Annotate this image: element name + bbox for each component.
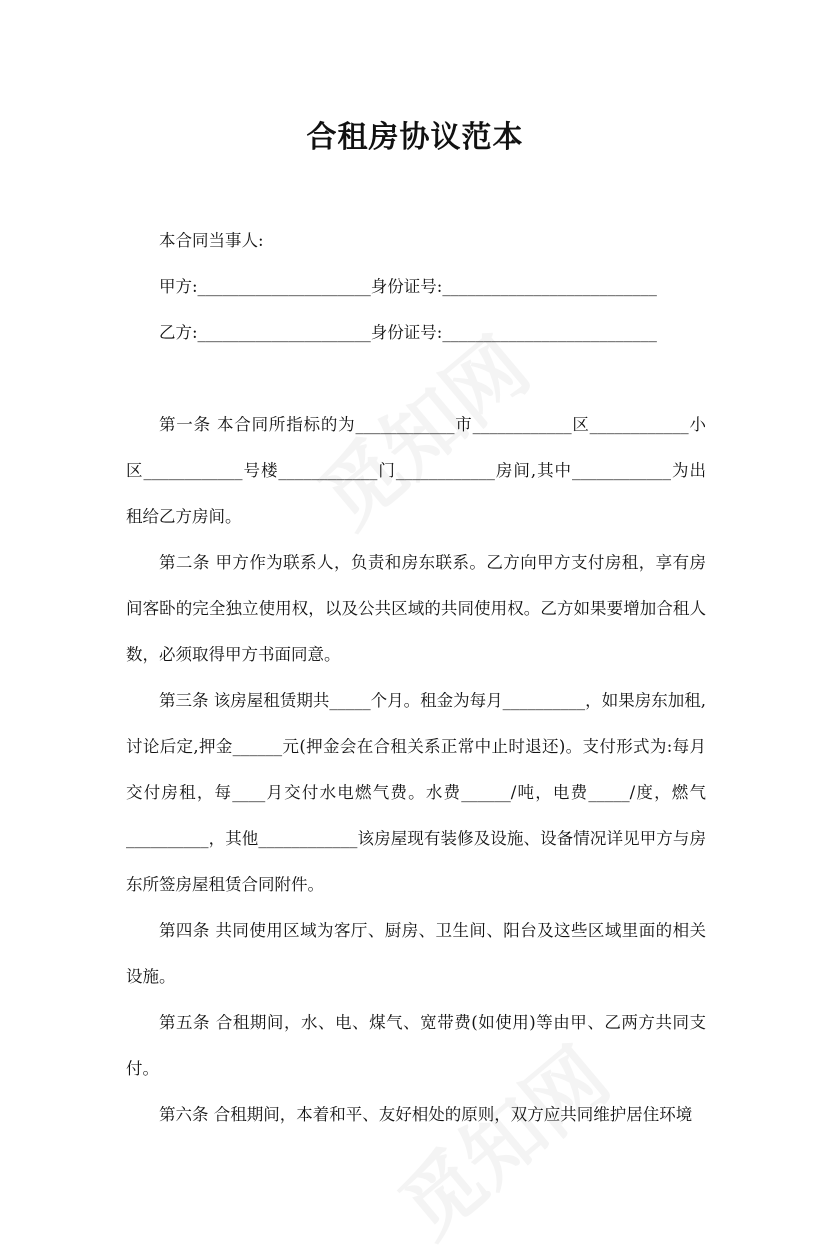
document-title: 合租房协议范本 [306, 120, 524, 155]
article-3: 第三条 该房屋租赁期共_____个月。租金为每月__________，如果房东加租,讨论后定,押金______元(押金会在合租关系正常中止时退还)。支付形式为:每月交付房租，每____月交付水电燃气费。水费______/吨，电费_____/度，燃气__________，其他____________该房屋现有装修及设施、设备情况详见甲方与房东所签房屋租赁合同附件。 [126, 691, 706, 894]
spacer [126, 356, 706, 402]
document-body [126, 218, 706, 1138]
article-6: 第六条 合租期间，本着和平、友好相处的原则，双方应共同维护居住环境 [159, 1105, 693, 1124]
party-a-line: 甲方:_____________________身份证号:__________________________ [159, 277, 657, 296]
party-b-line: 乙方:_____________________身份证号:__________________________ [159, 323, 657, 342]
article-5: 第五条 合租期间，水、电、煤气、宽带费(如使用)等由甲、乙两方共同支付。 [126, 1013, 706, 1078]
parties-intro: 本合同当事人: [159, 231, 264, 250]
article-2: 第二条 甲方作为联系人，负责和房东联系。乙方向甲方支付房租，享有房间客卧的完全独立使用权，以及公共区域的共同使用权。乙方如果要增加合租人数，必须取得甲方书面同意。 [126, 553, 706, 664]
article-1: 第一条 本合同所指标的为____________市____________区____________小区____________号楼____________门____________房间,其中____________为出租给乙方房间。 [126, 415, 706, 526]
article-4: 第四条 共同使用区域为客厅、厨房、卫生间、阳台及这些区域里面的相关设施。 [126, 921, 706, 986]
